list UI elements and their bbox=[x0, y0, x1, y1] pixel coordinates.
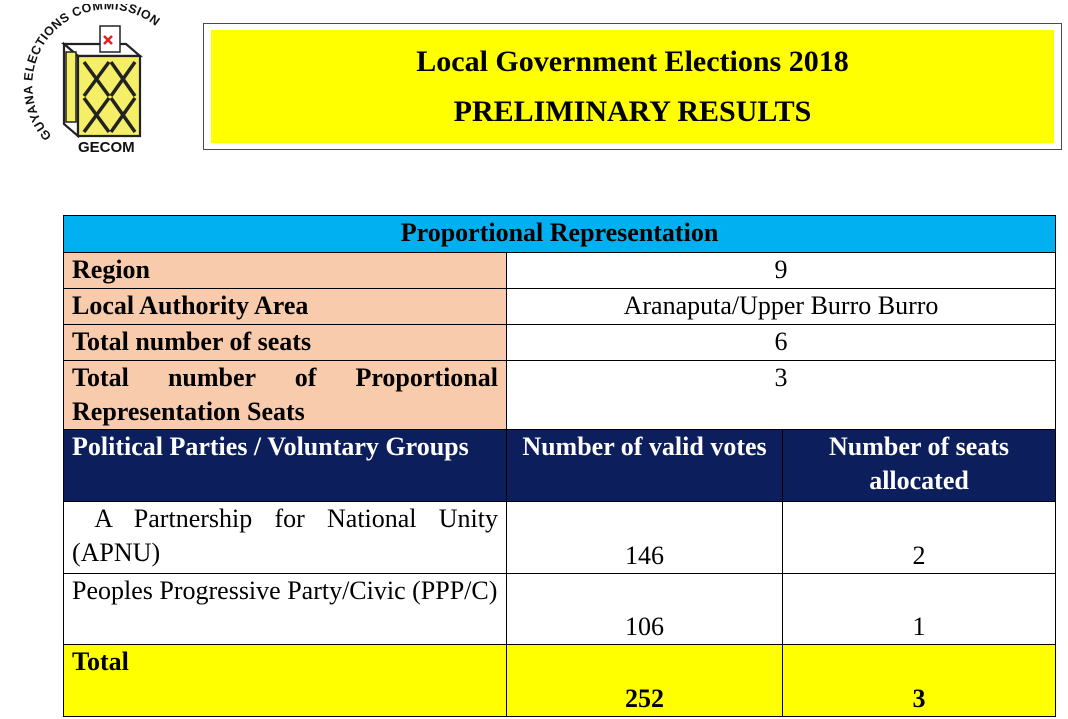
column-header-votes: Number of valid votes bbox=[507, 430, 783, 502]
party-votes: 106 bbox=[507, 574, 783, 645]
info-label-area: Local Authority Area bbox=[64, 289, 507, 325]
party-votes: 146 bbox=[507, 502, 783, 574]
title-banner-frame bbox=[203, 23, 1062, 150]
logo-acronym: GECOM bbox=[78, 139, 135, 156]
total-votes: 252 bbox=[507, 645, 783, 717]
column-header-seats: Number of seats allocated bbox=[783, 430, 1056, 502]
party-seats: 1 bbox=[783, 574, 1056, 645]
info-value-area: Aranaputa/Upper Burro Burro bbox=[507, 289, 1056, 325]
info-value-total-seats: 6 bbox=[507, 325, 1056, 361]
party-name: Peoples Progressive Party/Civic (PPP/C) bbox=[64, 574, 507, 645]
column-header-parties: Political Parties / Voluntary Groups bbox=[64, 430, 507, 502]
banner-subtitle: PRELIMINARY RESULTS bbox=[453, 94, 812, 128]
total-seats: 3 bbox=[783, 645, 1056, 717]
total-label: Total bbox=[64, 645, 507, 717]
title-banner bbox=[211, 30, 1054, 143]
results-table bbox=[63, 215, 1056, 717]
logo-ring-text: GUYANA ELECTIONS COMMISSION bbox=[21, 4, 163, 144]
info-label-total-seats: Total number of seats bbox=[64, 325, 507, 361]
info-value-pr-seats: 3 bbox=[507, 361, 1056, 430]
party-name: A Partnership for National Unity (APNU) bbox=[64, 502, 507, 574]
info-value-region: 9 bbox=[507, 253, 1056, 289]
section-title: Proportional Representation bbox=[64, 216, 1056, 253]
banner-title: Local Government Elections 2018 bbox=[416, 44, 849, 78]
gecom-logo bbox=[14, 4, 174, 156]
party-seats: 2 bbox=[783, 502, 1056, 574]
total-row bbox=[64, 645, 1056, 717]
info-label-region: Region bbox=[64, 253, 507, 289]
info-label-pr-seats: Total number of Proportional Representation Seats bbox=[64, 361, 507, 430]
table-row bbox=[64, 574, 1056, 645]
table-row bbox=[64, 502, 1056, 574]
